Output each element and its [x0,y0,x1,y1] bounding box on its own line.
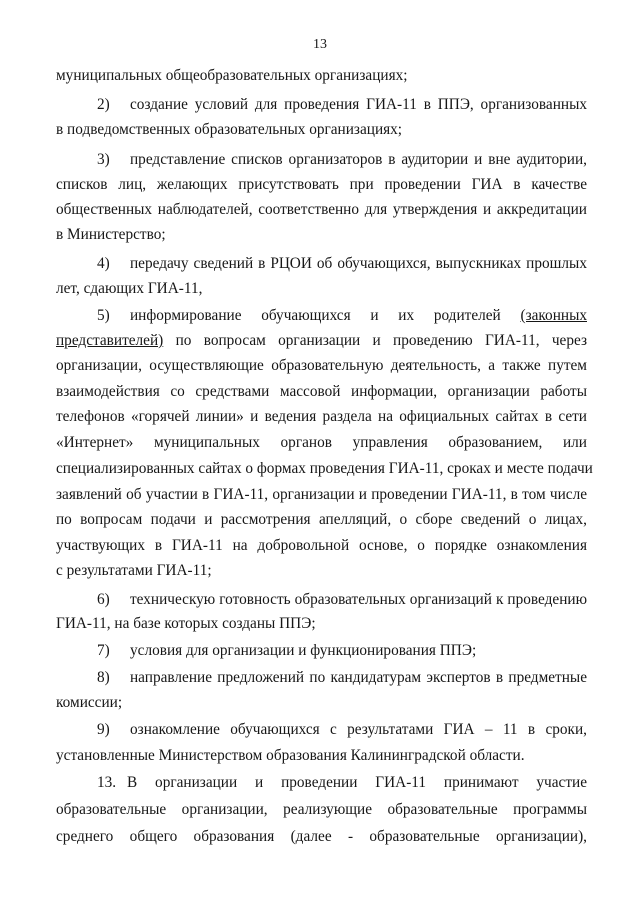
text-line: общественных наблюдателей, соответственно для утверждения и аккредитации [56,201,587,218]
text-line: взаимодействия со средствами массовой информации, организации работы [56,383,587,400]
text-line: передачу сведений в РЦОИ об обучающихся, выпускниках прошлых [130,255,587,272]
text-line: установленные Министерством образования Калининградской области. [56,747,525,764]
text-line: ГИА-11, на базе которых созданы ППЭ; [56,615,316,632]
item-number: 9) [97,721,110,738]
text-line [56,331,587,350]
text-line: по вопросам подачи и рассмотрения апелляций, о сборе сведений о лицах, [56,511,587,528]
text-line: «Интернет» муниципальных органов управления образованием, или [56,434,587,451]
paragraph-number: 13. [97,774,117,791]
item-number: 4) [97,255,110,272]
item-number: 6) [97,591,110,608]
item-number: 7) [97,642,110,659]
text-line: участвующих в ГИА-11 на добровольной основе, о порядке ознакомления [56,537,587,554]
text-line: в подведомственных образовательных организациях; [56,121,403,138]
paragraph-13 [97,773,587,792]
list-item-8 [97,668,587,687]
text-segment: по вопросам организации и проведению ГИА-11, через [175,332,588,349]
list-item-3 [97,150,587,169]
text-line: с результатами ГИА-11; [56,562,212,579]
underlined-text: представителей) [56,332,164,349]
list-item-4 [97,254,587,273]
item-number: 8) [97,669,110,686]
list-item-7 [97,641,587,660]
text-line: ознакомление обучающихся с результатами ГИА – 11 в сроки, [130,721,587,738]
text-line: условия для организации и функционирования ППЭ; [130,642,477,659]
text-line: среднего общего образования (далее - образовательные организации), [56,828,587,845]
text-line: представление списков организаторов в аудитории и вне аудитории, [130,151,587,168]
text-line: в Министерство; [56,226,166,243]
text-line: заявлений об участии в ГИА-11, организации и проведении ГИА-11, в том числе [56,486,587,503]
text-line: информирование обучающихся и их родителей [130,307,501,324]
text-line: лет, сдающих ГИА-11, [56,280,203,297]
list-item-5 [97,306,587,325]
text-line: образовательные организации, реализующие образовательные программы [56,801,587,818]
underlined-text: (законных [520,307,587,324]
text-line: списков лиц, желающих присутствовать при проведении ГИА в качестве [56,176,587,193]
item-number: 2) [97,96,110,113]
list-item-2 [97,95,587,114]
text-line: направление предложений по кандидатурам экспертов в предметные [130,669,587,686]
item-number: 5) [97,307,110,324]
text-line: муниципальных общеобразовательных организациях; [56,67,408,84]
text-line: организации, осуществляющие образовательную деятельность, а также путем [56,357,587,374]
text-line: телефонов «горячей линии» и ведения раздела на официальных сайтах в сети [56,408,587,425]
item-number: 3) [97,151,110,168]
page-number: 13 [313,37,327,52]
list-item-9 [97,720,587,739]
text-line: комиссии; [56,694,123,711]
list-item-6 [97,590,587,609]
text-line: создание условий для проведения ГИА-11 в ППЭ, организованных [130,96,587,113]
text-line: В организации и проведении ГИА-11 принимают участие [127,774,587,791]
text-line: техническую готовность образовательных организаций к проведению [130,591,587,608]
text-line: специализированных сайтах о формах проведения ГИА-11, сроках и месте подачи [56,460,593,477]
